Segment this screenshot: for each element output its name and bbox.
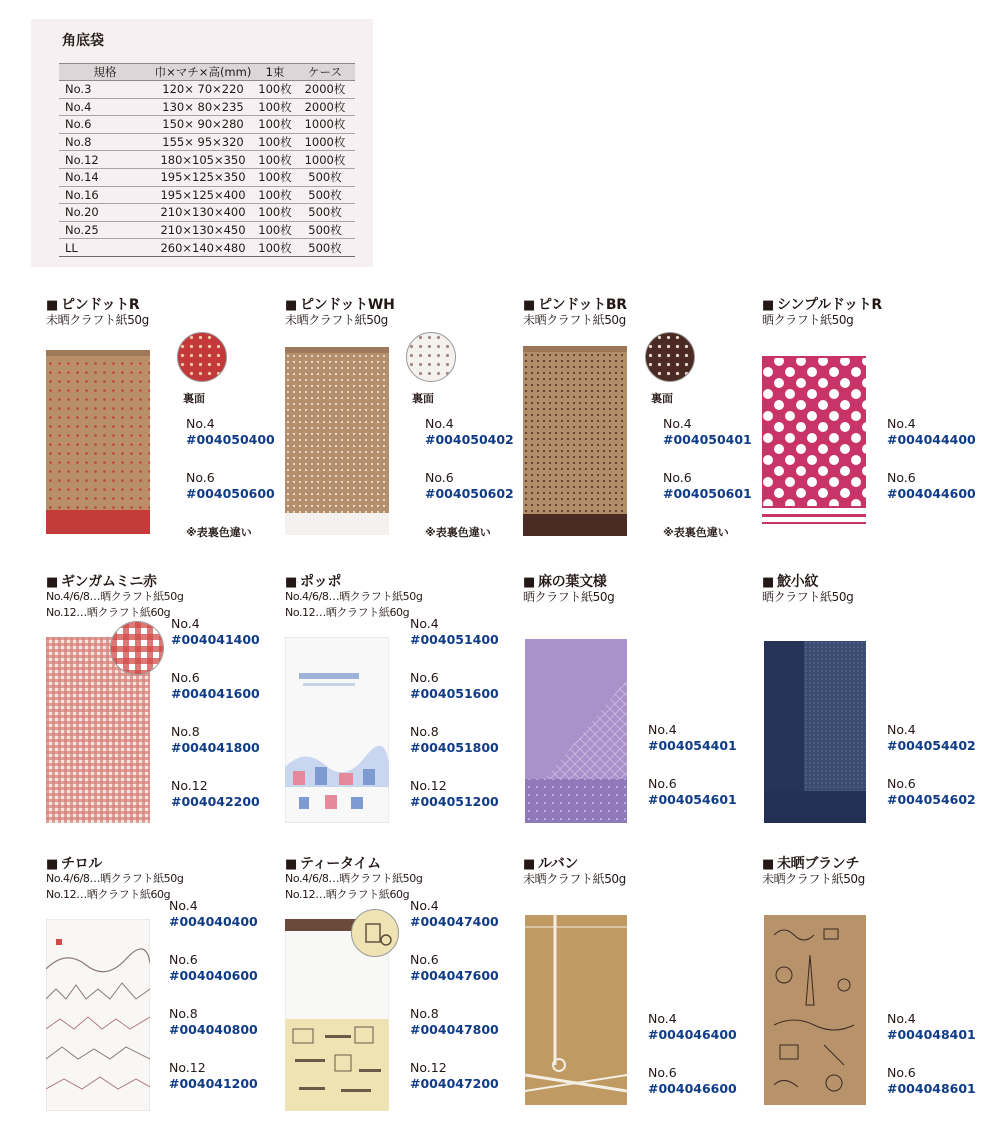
code-list [169,898,258,1114]
product-code: #004046600 [648,1081,737,1096]
reverse-swatch [645,332,695,382]
product-simple-dot-r [746,294,984,564]
spec-row [59,168,355,186]
product-code: #004051600 [410,686,499,701]
spec-cell: No.12 [59,151,151,169]
product-code: #004051400 [410,632,499,647]
spec-cell: 2000枚 [295,98,355,116]
code-list [663,416,752,524]
spec-cell: No.20 [59,204,151,222]
spec-cell: No.3 [59,81,151,99]
spec-cell: 2000枚 [295,81,355,99]
product-code: #004050402 [425,432,514,447]
size-label: No.4 [663,416,692,431]
product-code: #004054401 [648,738,737,753]
size-label: No.6 [171,670,200,685]
spec-header: 1束 [255,64,295,81]
size-label: No.6 [648,776,677,791]
size-label: No.6 [887,470,916,485]
product-unbleached-brunch [746,853,984,1123]
product-material: 未晒クラフト紙50g [762,872,865,886]
size-label: No.6 [887,776,916,791]
spec-cell: 155× 95×320 [151,133,255,151]
product-samekomon [746,571,984,841]
product-title: ■ シンプルドットR [762,294,882,314]
product-material: No.12…晒クラフト紙60g [285,888,410,901]
spec-cell: 1000枚 [295,133,355,151]
size-label: No.4 [648,722,677,737]
spec-cell: 100枚 [255,186,295,204]
size-label: No.8 [171,724,200,739]
code-list [425,416,514,524]
spec-row [59,204,355,222]
reverse-note: ※表裏色違い [425,526,491,539]
product-material: 未晒クラフト紙50g [46,313,149,327]
bag-image [525,915,627,1105]
spec-row [59,116,355,134]
spec-cell: 1000枚 [295,151,355,169]
size-label: No.4 [887,416,916,431]
spec-row [59,81,355,99]
reverse-label: 裏面 [412,392,434,405]
product-title: ■ ティータイム [285,853,381,873]
bag-image [285,347,389,535]
code-list [410,898,499,1114]
product-tirol [30,853,268,1123]
product-code: #004050600 [186,486,275,501]
product-material: 未晒クラフト紙50g [523,313,626,327]
spec-cell: No.6 [59,116,151,134]
bag-image [525,639,627,823]
spec-cell: 100枚 [255,204,295,222]
product-title: ■ ピンドットR [46,294,139,314]
product-code: #004047800 [410,1022,499,1037]
spec-cell: 500枚 [295,239,355,257]
product-title: ■ ピンドットBR [523,294,627,314]
reverse-label: 裏面 [183,392,205,405]
spec-table [59,63,355,257]
spec-cell: 260×140×480 [151,239,255,257]
size-label: No.4 [887,1011,916,1026]
product-material: No.4/6/8…晒クラフト紙50g [285,590,423,603]
product-ruban [507,853,745,1123]
product-material: No.4/6/8…晒クラフト紙50g [285,872,423,885]
bag-image [523,346,627,536]
spec-header: 規格 [59,64,151,81]
product-code: #004042200 [171,794,260,809]
code-list [171,616,260,832]
spec-cell: 100枚 [255,168,295,186]
size-label: No.4 [171,616,200,631]
product-code: #004051800 [410,740,499,755]
product-code: #004054601 [648,792,737,807]
bag-image [762,344,866,532]
reverse-note: ※表裏色違い [663,526,729,539]
product-material: 未晒クラフト紙50g [523,872,626,886]
spec-cell: No.25 [59,221,151,239]
spec-cell: 195×125×350 [151,168,255,186]
gingham-swatch [110,621,164,675]
product-code: #004051200 [410,794,499,809]
spec-cell: LL [59,239,151,257]
size-label: No.12 [169,1060,206,1075]
product-title: ■ チロル [46,853,102,873]
product-pindot-wh [269,294,514,564]
product-title: ■ 鮫小紋 [762,571,818,591]
spec-cell: 500枚 [295,204,355,222]
spec-cell: 180×105×350 [151,151,255,169]
product-pindot-br [507,294,752,564]
product-code: #004047600 [410,968,499,983]
size-label: No.12 [410,1060,447,1075]
spec-cell: 100枚 [255,98,295,116]
bag-image [46,919,150,1111]
product-material: No.4/6/8…晒クラフト紙50g [46,590,184,603]
spec-row [59,186,355,204]
product-code: #004047400 [410,914,499,929]
product-code: #004040600 [169,968,258,983]
product-title: ■ 未晒ブランチ [762,853,859,873]
bag-image [764,915,866,1105]
size-label: No.12 [171,778,208,793]
spec-row [59,239,355,257]
product-code: #004048401 [887,1027,976,1042]
product-code: #004048601 [887,1081,976,1096]
product-poppo [269,571,507,841]
reverse-swatch [406,332,456,382]
size-label: No.6 [425,470,454,485]
product-material: 晒クラフト紙50g [762,313,854,327]
spec-cell: 500枚 [295,186,355,204]
product-code: #004041200 [169,1076,258,1091]
product-material: 晒クラフト紙50g [523,590,615,604]
product-material: 未晒クラフト紙50g [285,313,388,327]
size-label: No.4 [410,616,439,631]
spec-cell: 195×125×400 [151,186,255,204]
product-code: #004054602 [887,792,976,807]
product-code: #004041400 [171,632,260,647]
product-code: #004046400 [648,1027,737,1042]
product-gingham-mini-red [30,571,268,841]
spec-cell: 100枚 [255,151,295,169]
spec-header-row [59,64,355,81]
spec-cell: 500枚 [295,221,355,239]
spec-cell: 100枚 [255,81,295,99]
code-list [887,1011,976,1119]
spec-header: 巾×マチ×高(mm) [151,64,255,81]
product-title: ■ ルバン [523,853,578,873]
size-label: No.4 [410,898,439,913]
code-list [648,722,737,830]
size-label: No.6 [410,952,439,967]
spec-cell: 1000枚 [295,116,355,134]
spec-title: 角底袋 [62,33,104,49]
product-pindot-r [30,294,275,564]
product-title: ■ ギンガムミニ赤 [46,571,157,591]
product-teatime [269,853,507,1123]
spec-cell: No.14 [59,168,151,186]
code-list [410,616,499,832]
product-code: #004047200 [410,1076,499,1091]
code-list [887,416,976,524]
size-label: No.6 [663,470,692,485]
product-title: ■ ポッポ [285,571,341,591]
spec-cell: 100枚 [255,116,295,134]
product-title: ■ ピンドットWH [285,294,394,314]
product-code: #004050602 [425,486,514,501]
reverse-note: ※表裏色違い [186,526,252,539]
product-material: No.12…晒クラフト紙60g [46,888,171,901]
size-label: No.8 [410,1006,439,1021]
size-label: No.6 [887,1065,916,1080]
spec-cell: 130× 80×235 [151,98,255,116]
product-code: #004050400 [186,432,275,447]
size-label: No.6 [648,1065,677,1080]
size-label: No.8 [169,1006,198,1021]
spec-cell: 500枚 [295,168,355,186]
spec-cell: 100枚 [255,221,295,239]
product-code: #004040800 [169,1022,258,1037]
size-label: No.12 [410,778,447,793]
bag-image [764,641,866,823]
code-list [186,416,275,524]
spec-cell: 210×130×400 [151,204,255,222]
spec-header: ケース [295,64,355,81]
reverse-swatch [177,332,227,382]
size-label: No.4 [887,722,916,737]
size-label: No.4 [648,1011,677,1026]
spec-cell: 120× 70×220 [151,81,255,99]
spec-cell: 210×130×450 [151,221,255,239]
size-label: No.6 [186,470,215,485]
bag-image [46,350,150,534]
reverse-label: 裏面 [651,392,673,405]
size-label: No.6 [410,670,439,685]
code-list [887,722,976,830]
spec-cell: 100枚 [255,239,295,257]
product-title: ■ 麻の葉文様 [523,571,606,591]
product-code: #004050601 [663,486,752,501]
product-asanoha [507,571,745,841]
product-code: #004044600 [887,486,976,501]
spec-row [59,151,355,169]
product-code: #004054402 [887,738,976,753]
size-label: No.4 [186,416,215,431]
product-code: #004044400 [887,432,976,447]
spec-cell: 150× 90×280 [151,116,255,134]
size-label: No.8 [410,724,439,739]
product-material: No.4/6/8…晒クラフト紙50g [46,872,184,885]
spec-cell: No.16 [59,186,151,204]
spec-cell: 100枚 [255,133,295,151]
product-material: No.12…晒クラフト紙60g [285,606,410,619]
spec-row [59,133,355,151]
size-label: No.6 [169,952,198,967]
spec-cell: No.8 [59,133,151,151]
product-code: #004040400 [169,914,258,929]
bag-image [285,637,389,823]
product-material: No.12…晒クラフト紙60g [46,606,171,619]
spec-cell: No.4 [59,98,151,116]
product-material: 晒クラフト紙50g [762,590,854,604]
size-label: No.4 [425,416,454,431]
product-code: #004041600 [171,686,260,701]
product-code: #004050401 [663,432,752,447]
code-list [648,1011,737,1119]
spec-row [59,98,355,116]
size-label: No.4 [169,898,198,913]
teatime-swatch [351,909,399,957]
spec-row [59,221,355,239]
product-code: #004041800 [171,740,260,755]
